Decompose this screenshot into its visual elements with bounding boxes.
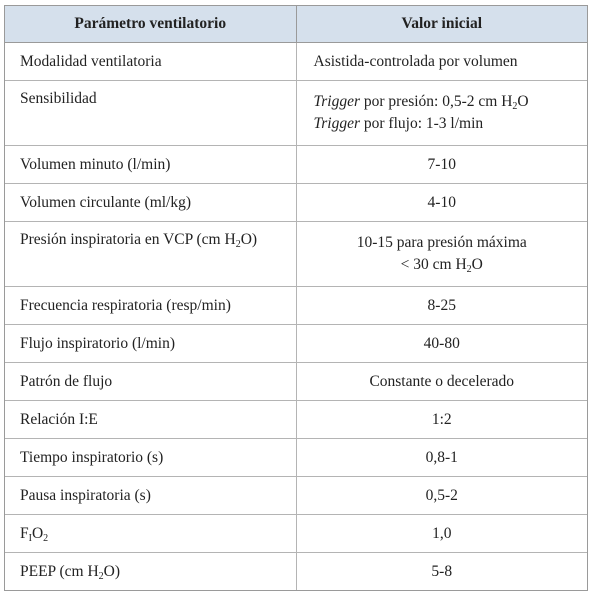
- subscript: 2: [43, 532, 49, 544]
- table-row: [5, 515, 587, 553]
- param-text: O): [103, 562, 121, 580]
- value-text: por presión: 0,5-2 cm H: [360, 93, 513, 110]
- table-row: [5, 325, 587, 363]
- table-row: [5, 146, 587, 184]
- value-cell: 7-10: [296, 146, 587, 184]
- value-cell: 8-25: [296, 287, 587, 325]
- value-text: < 30 cm H: [400, 256, 467, 273]
- header-param: Parámetro ventilatorio: [5, 6, 296, 43]
- table-row: [5, 43, 587, 81]
- table-header-row: [5, 6, 587, 43]
- subscript: 2: [512, 101, 518, 112]
- value-cell: 4-10: [296, 184, 587, 222]
- table-row: [5, 287, 587, 325]
- param-cell: Sensibilidad: [5, 81, 296, 146]
- param-text: O): [240, 231, 258, 248]
- header-value: Valor inicial: [296, 6, 587, 43]
- italic-term: Trigger: [313, 115, 361, 132]
- value-cell: 1:2: [296, 401, 587, 439]
- table-row: [5, 439, 587, 477]
- param-cell: [5, 553, 296, 591]
- param-text: O: [31, 524, 44, 542]
- value-text: O: [517, 93, 529, 110]
- subscript: 2: [98, 570, 104, 582]
- value-cell: Asistida-controlada por volumen: [296, 43, 587, 81]
- italic-term: Trigger: [313, 93, 361, 110]
- value-line: [314, 91, 576, 113]
- param-cell: Volumen minuto (l/min): [5, 146, 296, 184]
- value-line: 10-15 para presión máxima: [356, 234, 527, 251]
- subscript: I: [28, 532, 32, 544]
- table-row: [5, 477, 587, 515]
- param-cell: Frecuencia respiratoria (resp/min): [5, 287, 296, 325]
- parameters-table: [5, 6, 587, 590]
- value-text: por flujo: 1-3 l/min: [360, 115, 484, 132]
- value-cell: 1,0: [296, 515, 587, 553]
- value-text: O: [471, 256, 483, 273]
- value-line: [307, 254, 578, 276]
- value-line: [314, 113, 576, 135]
- param-cell: [5, 515, 296, 553]
- param-text: Presión inspiratoria en VCP (cm H: [20, 231, 236, 248]
- param-cell: Tiempo inspiratorio (s): [5, 439, 296, 477]
- param-cell: Volumen circulante (ml/kg): [5, 184, 296, 222]
- table-row: [5, 184, 587, 222]
- subscript: 2: [466, 264, 472, 275]
- value-cell: 5-8: [296, 553, 587, 591]
- param-cell: [5, 222, 296, 287]
- subscript: 2: [235, 239, 241, 250]
- param-cell: Pausa inspiratoria (s): [5, 477, 296, 515]
- param-cell: Relación I:E: [5, 401, 296, 439]
- value-cell: [296, 81, 587, 146]
- param-text: PEEP (cm H: [20, 562, 99, 580]
- value-cell: 40-80: [296, 325, 587, 363]
- param-cell: Flujo inspiratorio (l/min): [5, 325, 296, 363]
- value-cell: 0,8-1: [296, 439, 587, 477]
- table-row: [5, 401, 587, 439]
- value-cell: Constante o decelerado: [296, 363, 587, 401]
- value-cell: 0,5-2: [296, 477, 587, 515]
- table-row: [5, 363, 587, 401]
- param-cell: Modalidad ventilatoria: [20, 52, 162, 70]
- table-row: [5, 222, 587, 287]
- table-row: [5, 81, 587, 146]
- value-cell: [296, 222, 587, 287]
- table-row: [5, 553, 587, 591]
- param-cell: Patrón de flujo: [5, 363, 296, 401]
- ventilation-parameters-table: [4, 5, 588, 591]
- param-text: F: [20, 524, 29, 542]
